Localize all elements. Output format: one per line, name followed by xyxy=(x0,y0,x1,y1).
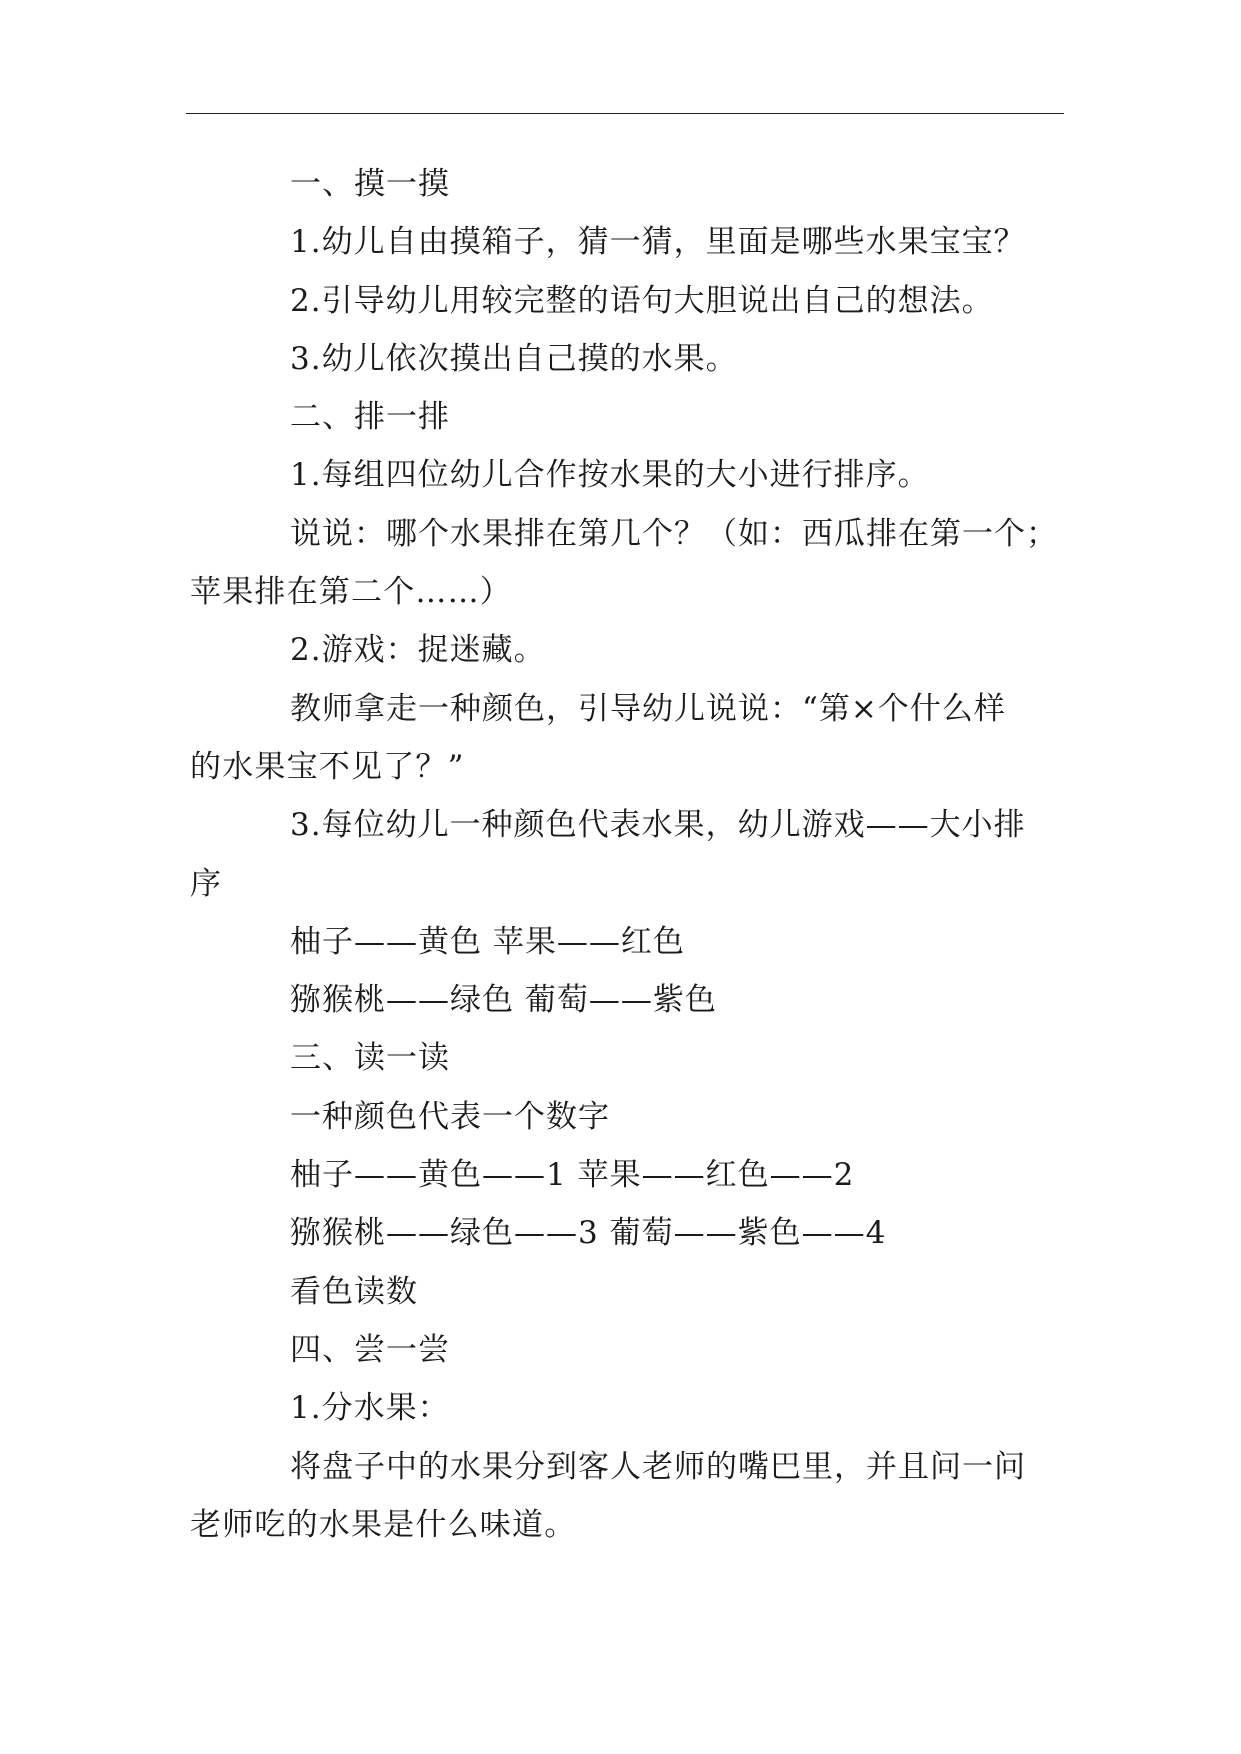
paragraph-line: 猕猴桃——绿色 葡萄——紫色 xyxy=(290,982,717,1019)
section-heading-read: 三、读一读 xyxy=(290,1040,450,1077)
paragraph-line: 一种颜色代表一个数字 xyxy=(290,1098,610,1135)
paragraph-line: 看色读数 xyxy=(290,1273,418,1310)
paragraph-line: 的水果宝不见了？” xyxy=(190,748,465,785)
paragraph-line: 1.分水果： xyxy=(290,1390,450,1427)
paragraph-line: 老师吃的水果是什么味道。 xyxy=(190,1506,577,1543)
paragraph-line: 2.引导幼儿用较完整的语句大胆说出自己的想法。 xyxy=(290,282,994,319)
header-rule xyxy=(186,113,1064,114)
section-heading-sort: 二、排一排 xyxy=(290,399,450,436)
section-heading-touch: 一、摸一摸 xyxy=(290,166,450,202)
paragraph-line: 柚子——黄色——1 苹果——红色——2 xyxy=(290,1157,855,1194)
paragraph-line: 教师拿走一种颜色，引导幼儿说说：“第×个什么样 xyxy=(290,690,1006,727)
paragraph-line: 苹果排在第二个……） xyxy=(190,574,512,611)
paragraph-line: 1.每组四位幼儿合作按水果的大小进行排序。 xyxy=(290,457,930,494)
paragraph-line: 猕猴桃——绿色——3 葡萄——紫色——4 xyxy=(290,1215,887,1252)
paragraph-line: 柚子——黄色 苹果——红色 xyxy=(290,923,685,960)
paragraph-line: 2.游戏：捉迷藏。 xyxy=(290,632,546,669)
paragraph-line: 说说：哪个水果排在第几个？（如：西瓜排在第一个； xyxy=(290,515,1058,552)
paragraph-line: 1.幼儿自由摸箱子，猜一猜，里面是哪些水果宝宝？ xyxy=(290,224,1026,261)
paragraph-line: 3.每位幼儿一种颜色代表水果，幼儿游戏——大小排 xyxy=(290,807,1026,844)
paragraph-line: 序 xyxy=(190,865,223,902)
paragraph-line: 3.幼儿依次摸出自己摸的水果。 xyxy=(290,340,738,377)
document-body xyxy=(190,155,1070,1554)
section-heading-taste: 四、尝一尝 xyxy=(290,1331,450,1368)
paragraph-line: 将盘子中的水果分到客人老师的嘴巴里，并且问一问 xyxy=(290,1448,1026,1485)
